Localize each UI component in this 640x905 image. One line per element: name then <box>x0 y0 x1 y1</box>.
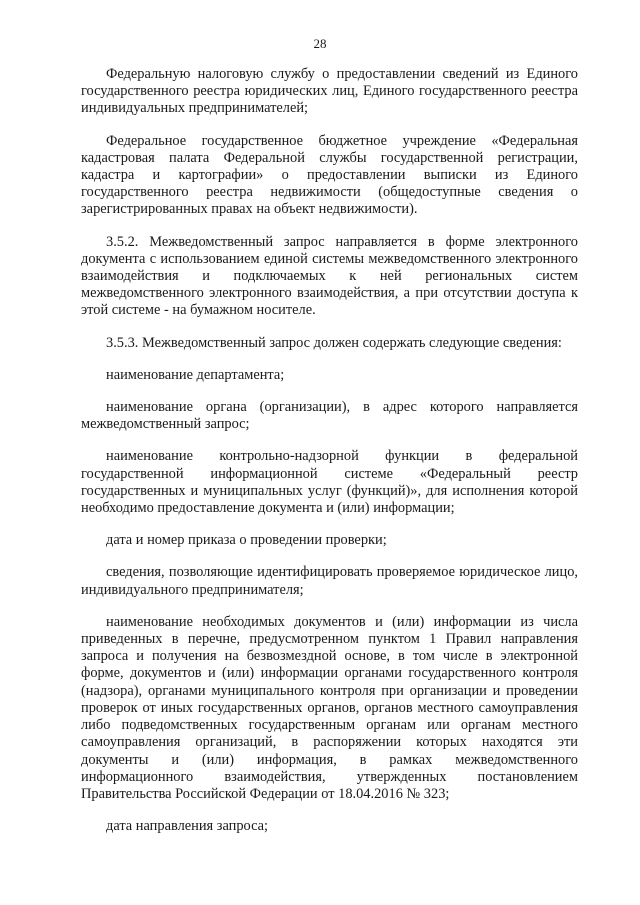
list-item-control-function: наименование контрольно-надзорной функции в федеральной государственной информационной системе «Федеральный реестр государственных и муниципальных услуг (функций)», для исполнения которой необходимо предоставление документа и (или) информации; <box>81 448 578 517</box>
paragraph-tax-service: Федеральную налоговую службу о предоставлении сведений из Единого государственного реестра юридических лиц, Единого государственного реестра индивидуальных предпринимателей; <box>81 66 578 117</box>
list-item-department-name: наименование департамента; <box>106 366 285 383</box>
list-item-identification-info: сведения, позволяющие идентифицировать проверяемое юридическое лицо, индивидуального предпринимателя; <box>81 564 578 598</box>
list-item-request-date: дата направления запроса; <box>106 818 269 835</box>
list-item-order-date-number: дата и номер приказа о проведении проверки; <box>106 532 387 549</box>
document-body <box>81 66 578 835</box>
paragraph-cadastral-chamber: Федеральное государственное бюджетное учреждение «Федеральная кадастровая палата Федеральной службы государственной регистрации, кадастра и картографии» о предоставлении выписки из Единого государственного реестра недвижимости (общедоступные сведения о зарегистрированных правах на объект недвижимости). <box>81 132 578 218</box>
paragraph-3-5-3: 3.5.3. Межведомственный запрос должен содержать следующие сведения: <box>106 334 562 351</box>
list-item-organization-name: наименование органа (организации), в адрес которого направляется межведомственный запрос; <box>81 399 578 433</box>
paragraph-3-5-2: 3.5.2. Межведомственный запрос направляется в форме электронного документа с использованием единой системы межведомственного электронного взаимодействия и подключаемых к ней региональных систем межведомственного электронного взаимодействия, а при отсутствии доступа к этой системе - на бумажном носителе. <box>81 233 578 319</box>
page-number: 28 <box>313 36 327 51</box>
list-item-required-documents: наименование необходимых документов и (или) информации из числа приведенных в перечне, предусмотренном пунктом 1 Правил направления запроса и получения на безвозмездной основе, в том числе в электронной форме, документов и (или) информации органами государственного контроля (надзора), органами муниципального контроля при организации и проведении проверок от иных государственных органов, органов местного самоуправления либо подведомственных государственным органам или органам местного самоуправления организаций, в распоряжении которых находятся эти документы и (или) информация, в рамках межведомственного информационного взаимодействия, утвержденных постановлением Правительства Российской Федерации от 18.04.2016 № 323; <box>81 613 578 802</box>
